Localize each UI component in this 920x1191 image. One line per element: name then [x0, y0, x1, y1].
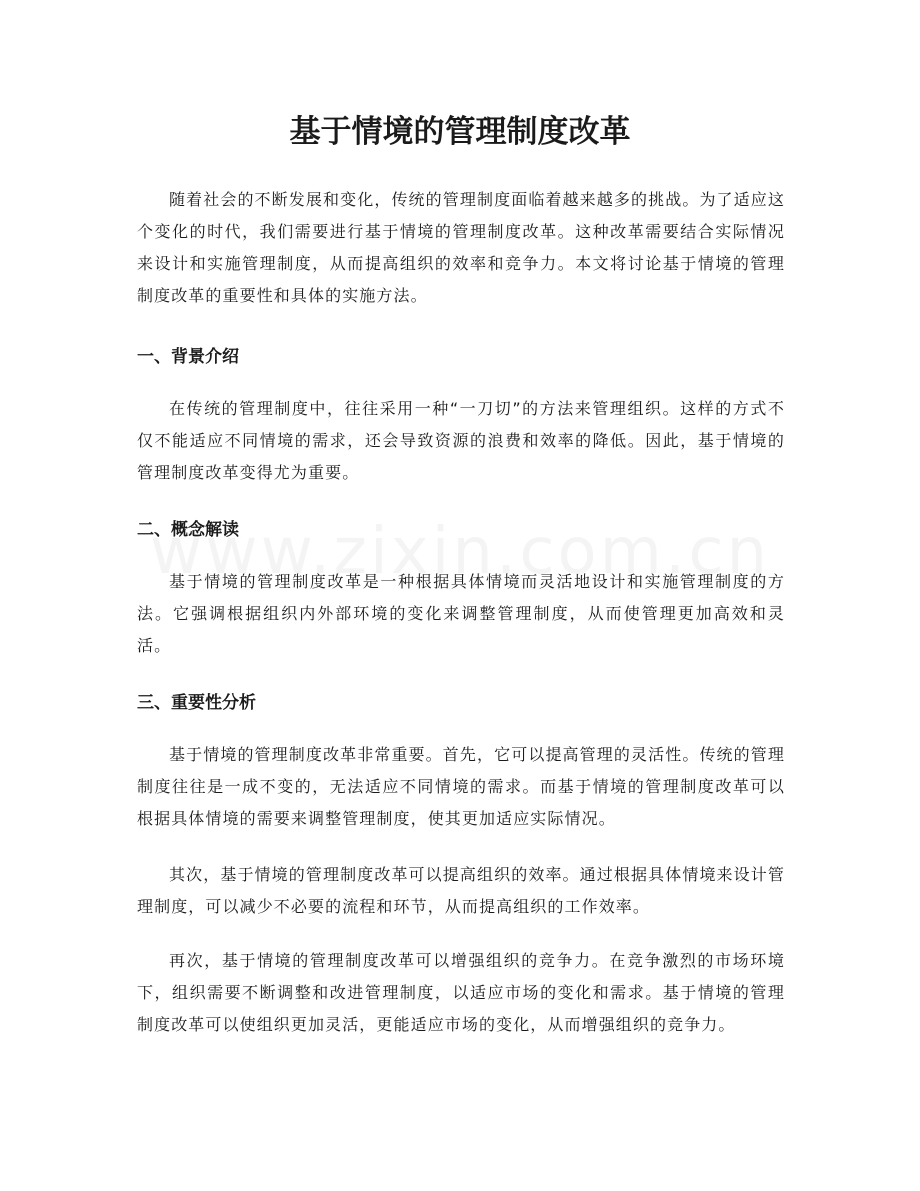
document-title: 基于情境的管理制度改革: [289, 114, 631, 150]
section-heading-importance: 三、重要性分析: [137, 693, 256, 713]
section-importance-paragraph-1: 基于情境的管理制度改革非常重要。首先，它可以提高管理的灵活性。传统的管理制度往往是一成不变的，无法适应不同情境的需求。而基于情境的管理制度改革可以根据具体情境的需要来调整管理制度，使其更加适应实际情况。: [137, 745, 785, 828]
section-heading-background: 一、背景介绍: [137, 347, 239, 367]
section-concept-paragraph: 基于情境的管理制度改革是一种根据具体情境而灵活地设计和实施管理制度的方法。它强调根据组织内外部环境的变化来调整管理制度，从而使管理更加高效和灵活。: [137, 572, 785, 655]
section-importance-paragraph-3: 再次，基于情境的管理制度改革可以增强组织的竞争力。在竞争激烈的市场环境下，组织需要不断调整和改进管理制度，以适应市场的变化和需求。基于情境的管理制度改革可以使组织更加灵活，更能适应市场的变化，从而增强组织的竞争力。: [137, 951, 785, 1034]
intro-paragraph: 随着社会的不断发展和变化，传统的管理制度面临着越来越多的挑战。为了适应这个变化的时代，我们需要进行基于情境的管理制度改革。这种改革需要结合实际情况来设计和实施管理制度，从而提高组织的效率和竞争力。本文将讨论基于情境的管理制度改革的重要性和具体的实施方法。: [137, 190, 785, 305]
section-importance-paragraph-2: 其次，基于情境的管理制度改革可以提高组织的效率。通过根据具体情境来设计管理制度，可以减少不必要的流程和环节，从而提高组织的工作效率。: [137, 865, 785, 916]
section-background-paragraph: 在传统的管理制度中，往往采用一种“一刀切”的方法来管理组织。这样的方式不仅不能适应不同情境的需求，还会导致资源的浪费和效率的降低。因此，基于情境的管理制度改革变得尤为重要。: [137, 399, 785, 482]
section-heading-concept: 二、概念解读: [137, 520, 239, 540]
